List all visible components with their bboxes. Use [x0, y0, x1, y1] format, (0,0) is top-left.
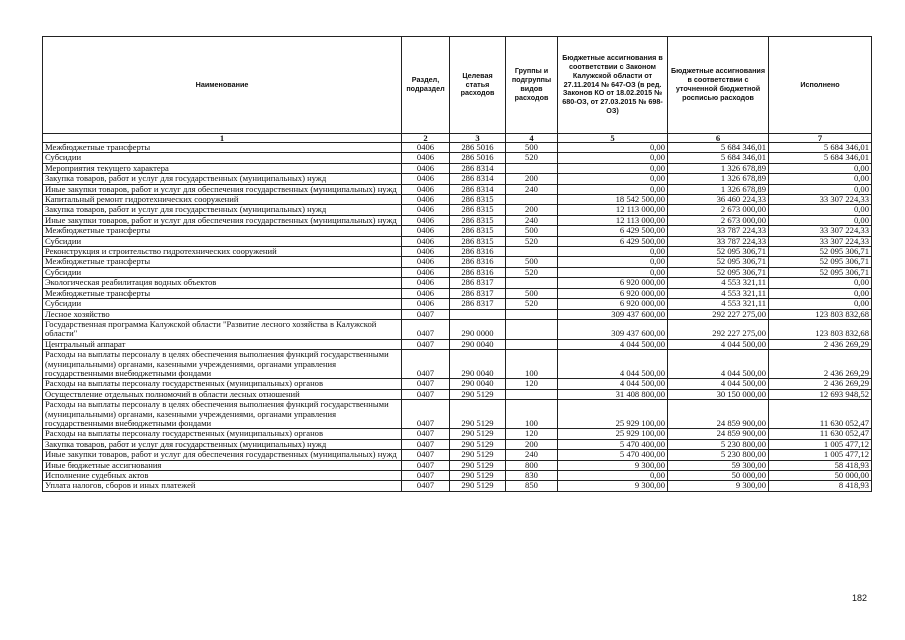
row-target-article: 290 5129 — [450, 450, 506, 460]
row-executed: 11 630 052,47 — [769, 429, 872, 439]
row-assignment-revised: 24 859 900,00 — [668, 429, 769, 439]
row-name: Межбюджетные трансферты — [43, 143, 402, 153]
row-name: Межбюджетные трансферты — [43, 257, 402, 267]
row-target-article: 290 5129 — [450, 429, 506, 439]
row-assignment-revised: 4 044 500,00 — [668, 350, 769, 379]
row-executed: 0,00 — [769, 163, 872, 173]
row-assignment-revised: 4 553 321,11 — [668, 288, 769, 298]
row-section: 0407 — [402, 400, 450, 429]
row-name: Расходы на выплаты персоналу государственных (муниципальных) органов — [43, 429, 402, 439]
row-section: 0406 — [402, 184, 450, 194]
row-assignment-law: 9 300,00 — [558, 481, 668, 491]
row-name: Субсидии — [43, 267, 402, 277]
row-expense-group — [506, 339, 558, 349]
row-executed: 0,00 — [769, 215, 872, 225]
table-row — [43, 319, 872, 339]
row-executed: 1 005 477,12 — [769, 439, 872, 449]
row-executed: 58 418,93 — [769, 460, 872, 470]
row-name: Исполнение судебных актов — [43, 471, 402, 481]
header-name: Наименование — [43, 37, 402, 134]
row-assignment-law: 4 044 500,00 — [558, 350, 668, 379]
row-section: 0406 — [402, 257, 450, 267]
row-assignment-revised: 5 684 346,01 — [668, 153, 769, 163]
table-row — [43, 247, 872, 257]
header-target-article: Целевая статья расходов — [450, 37, 506, 134]
row-assignment-law: 0,00 — [558, 163, 668, 173]
row-target-article: 286 8314 — [450, 184, 506, 194]
colnum: 2 — [402, 134, 450, 143]
row-executed: 5 684 346,01 — [769, 143, 872, 153]
row-section: 0407 — [402, 350, 450, 379]
table-row — [43, 205, 872, 215]
row-assignment-law: 309 437 600,00 — [558, 309, 668, 319]
row-assignment-revised: 52 095 306,71 — [668, 257, 769, 267]
row-target-article: 290 5129 — [450, 471, 506, 481]
row-assignment-law: 25 929 100,00 — [558, 400, 668, 429]
row-section: 0406 — [402, 267, 450, 277]
row-assignment-revised: 52 095 306,71 — [668, 247, 769, 257]
row-name: Закупка товаров, работ и услуг для государственных (муниципальных) нужд — [43, 205, 402, 215]
row-name: Расходы на выплаты персоналу в целях обеспечения выполнения функций государственными (муниципальными) органами, казенными учреждениями, органами управления государственными внебюджетными фондами — [43, 400, 402, 429]
row-assignment-law: 6 920 000,00 — [558, 278, 668, 288]
row-assignment-law: 0,00 — [558, 184, 668, 194]
row-executed: 2 436 269,29 — [769, 379, 872, 389]
row-assignment-revised: 50 000,00 — [668, 471, 769, 481]
row-name: Субсидии — [43, 153, 402, 163]
row-name: Иные закупки товаров, работ и услуг для обеспечения государственных (муниципальных) нужд — [43, 184, 402, 194]
row-expense-group: 500 — [506, 143, 558, 153]
header-section: Раздел, подраздел — [402, 37, 450, 134]
row-assignment-law: 12 113 000,00 — [558, 215, 668, 225]
row-section: 0406 — [402, 215, 450, 225]
row-expense-group: 520 — [506, 299, 558, 309]
table-row — [43, 174, 872, 184]
row-target-article: 290 0040 — [450, 339, 506, 349]
row-assignment-law: 9 300,00 — [558, 460, 668, 470]
table-row — [43, 460, 872, 470]
row-executed: 0,00 — [769, 205, 872, 215]
row-assignment-law: 4 044 500,00 — [558, 339, 668, 349]
row-target-article: 286 5016 — [450, 153, 506, 163]
table-row — [43, 450, 872, 460]
row-name: Иные закупки товаров, работ и услуг для обеспечения государственных (муниципальных) нужд — [43, 215, 402, 225]
table-row — [43, 153, 872, 163]
row-target-article: 286 8315 — [450, 215, 506, 225]
table-row — [43, 471, 872, 481]
row-expense-group: 100 — [506, 400, 558, 429]
row-target-article: 290 5129 — [450, 400, 506, 429]
row-name: Государственная программа Калужской области "Развитие лесного хозяйства в Калужской области" — [43, 319, 402, 339]
row-section: 0406 — [402, 174, 450, 184]
table-row — [43, 288, 872, 298]
row-assignment-revised: 33 787 224,33 — [668, 226, 769, 236]
row-executed: 52 095 306,71 — [769, 247, 872, 257]
row-name: Расходы на выплаты персоналу в целях обеспечения выполнения функций государственными (муниципальными) органами, казенными учреждениями, органами управления государственными внебюджетными фондами — [43, 350, 402, 379]
row-expense-group — [506, 195, 558, 205]
row-section: 0407 — [402, 439, 450, 449]
row-assignment-revised: 30 150 000,00 — [668, 389, 769, 399]
row-target-article: 286 8317 — [450, 299, 506, 309]
row-section: 0406 — [402, 299, 450, 309]
row-assignment-revised: 2 673 000,00 — [668, 205, 769, 215]
page-number: 182 — [852, 593, 868, 603]
row-section: 0406 — [402, 288, 450, 298]
row-assignment-revised: 36 460 224,33 — [668, 195, 769, 205]
row-assignment-revised: 5 230 800,00 — [668, 439, 769, 449]
row-executed: 0,00 — [769, 184, 872, 194]
row-executed: 1 005 477,12 — [769, 450, 872, 460]
row-expense-group: 200 — [506, 174, 558, 184]
row-assignment-law: 309 437 600,00 — [558, 319, 668, 339]
colnum: 3 — [450, 134, 506, 143]
row-section: 0407 — [402, 309, 450, 319]
row-section: 0407 — [402, 339, 450, 349]
row-section: 0407 — [402, 471, 450, 481]
row-assignment-revised: 2 673 000,00 — [668, 215, 769, 225]
row-assignment-revised: 5 684 346,01 — [668, 143, 769, 153]
header-expense-group: Группы и подгруппы видов расходов — [506, 37, 558, 134]
row-name: Иные бюджетные ассигнования — [43, 460, 402, 470]
row-executed: 33 307 224,33 — [769, 195, 872, 205]
row-target-article: 286 8315 — [450, 236, 506, 246]
row-target-article: 290 5129 — [450, 389, 506, 399]
row-name: Мероприятия текущего характера — [43, 163, 402, 173]
table-header-row — [43, 37, 872, 134]
row-target-article: 286 8314 — [450, 163, 506, 173]
row-section: 0406 — [402, 236, 450, 246]
row-assignment-revised: 59 300,00 — [668, 460, 769, 470]
row-name: Субсидии — [43, 236, 402, 246]
row-target-article: 286 8317 — [450, 288, 506, 298]
row-expense-group: 200 — [506, 439, 558, 449]
table-row — [43, 439, 872, 449]
row-executed: 8 418,93 — [769, 481, 872, 491]
row-target-article: 290 0040 — [450, 379, 506, 389]
row-target-article: 290 0040 — [450, 350, 506, 379]
row-assignment-revised: 4 553 321,11 — [668, 278, 769, 288]
row-expense-group: 520 — [506, 236, 558, 246]
row-name: Центральный аппарат — [43, 339, 402, 349]
row-assignment-law: 6 429 500,00 — [558, 226, 668, 236]
row-executed: 50 000,00 — [769, 471, 872, 481]
row-assignment-revised: 33 787 224,33 — [668, 236, 769, 246]
row-expense-group — [506, 309, 558, 319]
row-name: Осуществление отдельных полномочий в области лесных отношений — [43, 389, 402, 399]
row-assignment-revised: 24 859 900,00 — [668, 400, 769, 429]
row-executed: 123 803 832,68 — [769, 309, 872, 319]
row-assignment-revised: 1 326 678,89 — [668, 163, 769, 173]
row-assignment-revised: 5 230 800,00 — [668, 450, 769, 460]
row-name: Экологическая реабилитация водных объектов — [43, 278, 402, 288]
row-target-article: 286 8316 — [450, 247, 506, 257]
row-expense-group: 500 — [506, 257, 558, 267]
row-section: 0406 — [402, 153, 450, 163]
table-row — [43, 267, 872, 277]
table-row — [43, 278, 872, 288]
row-expense-group: 240 — [506, 215, 558, 225]
row-name: Капитальный ремонт гидротехнических сооружений — [43, 195, 402, 205]
row-assignment-law: 0,00 — [558, 143, 668, 153]
row-assignment-law: 18 542 500,00 — [558, 195, 668, 205]
row-name: Лесное хозяйство — [43, 309, 402, 319]
row-expense-group — [506, 278, 558, 288]
row-assignment-revised: 1 326 678,89 — [668, 184, 769, 194]
row-section: 0406 — [402, 205, 450, 215]
row-name: Иные закупки товаров, работ и услуг для обеспечения государственных (муниципальных) нужд — [43, 450, 402, 460]
row-expense-group: 120 — [506, 379, 558, 389]
row-assignment-law: 12 113 000,00 — [558, 205, 668, 215]
row-assignment-law: 0,00 — [558, 174, 668, 184]
row-section: 0407 — [402, 389, 450, 399]
row-target-article: 286 5016 — [450, 143, 506, 153]
row-assignment-law: 0,00 — [558, 267, 668, 277]
colnum: 4 — [506, 134, 558, 143]
table-row — [43, 257, 872, 267]
table-row — [43, 350, 872, 379]
row-name: Расходы на выплаты персоналу государственных (муниципальных) органов — [43, 379, 402, 389]
row-section: 0406 — [402, 226, 450, 236]
row-target-article: 286 8315 — [450, 205, 506, 215]
table-row — [43, 299, 872, 309]
row-executed: 2 436 269,29 — [769, 339, 872, 349]
row-section: 0407 — [402, 319, 450, 339]
row-target-article: 290 5129 — [450, 481, 506, 491]
row-expense-group: 120 — [506, 429, 558, 439]
row-section: 0406 — [402, 247, 450, 257]
table-row — [43, 481, 872, 491]
table-row — [43, 236, 872, 246]
row-executed: 33 307 224,33 — [769, 236, 872, 246]
table-row — [43, 339, 872, 349]
row-assignment-law: 5 470 400,00 — [558, 450, 668, 460]
row-target-article: 286 8316 — [450, 257, 506, 267]
row-executed: 33 307 224,33 — [769, 226, 872, 236]
row-section: 0406 — [402, 195, 450, 205]
row-name: Закупка товаров, работ и услуг для государственных (муниципальных) нужд — [43, 174, 402, 184]
row-executed: 52 095 306,71 — [769, 257, 872, 267]
row-target-article: 286 8315 — [450, 226, 506, 236]
row-executed: 52 095 306,71 — [769, 267, 872, 277]
row-section: 0407 — [402, 429, 450, 439]
row-target-article: 290 5129 — [450, 460, 506, 470]
colnum: 1 — [43, 134, 402, 143]
row-target-article: 286 8314 — [450, 174, 506, 184]
table-row — [43, 379, 872, 389]
header-assignments-revised: Бюджетные ассигнования в соответствии с уточненной бюджетной росписью расходов — [668, 37, 769, 134]
row-assignment-revised: 9 300,00 — [668, 481, 769, 491]
row-assignment-law: 25 929 100,00 — [558, 429, 668, 439]
row-section: 0406 — [402, 143, 450, 153]
table-row — [43, 389, 872, 399]
row-executed: 11 630 052,47 — [769, 400, 872, 429]
row-assignment-law: 5 470 400,00 — [558, 439, 668, 449]
row-executed: 123 803 832,68 — [769, 319, 872, 339]
row-name: Уплата налогов, сборов и иных платежей — [43, 481, 402, 491]
table-body — [43, 134, 872, 492]
row-assignment-law: 6 920 000,00 — [558, 288, 668, 298]
row-target-article — [450, 309, 506, 319]
row-assignment-law: 0,00 — [558, 153, 668, 163]
table-row — [43, 163, 872, 173]
table-row — [43, 400, 872, 429]
table-row — [43, 429, 872, 439]
row-executed: 0,00 — [769, 299, 872, 309]
row-name: Межбюджетные трансферты — [43, 226, 402, 236]
row-assignment-law: 0,00 — [558, 247, 668, 257]
header-executed: Исполнено — [769, 37, 872, 134]
row-expense-group: 500 — [506, 288, 558, 298]
row-target-article: 290 5129 — [450, 439, 506, 449]
row-assignment-law: 6 429 500,00 — [558, 236, 668, 246]
row-assignment-revised: 52 095 306,71 — [668, 267, 769, 277]
row-assignment-revised: 4 044 500,00 — [668, 379, 769, 389]
table-row — [43, 184, 872, 194]
row-expense-group: 800 — [506, 460, 558, 470]
row-assignment-law: 31 408 800,00 — [558, 389, 668, 399]
row-assignment-revised: 292 227 275,00 — [668, 319, 769, 339]
row-section: 0407 — [402, 379, 450, 389]
row-expense-group — [506, 319, 558, 339]
row-name: Субсидии — [43, 299, 402, 309]
row-assignment-law: 6 920 000,00 — [558, 299, 668, 309]
row-expense-group: 520 — [506, 267, 558, 277]
colnum: 6 — [668, 134, 769, 143]
table-row — [43, 215, 872, 225]
table-row — [43, 309, 872, 319]
row-section: 0406 — [402, 278, 450, 288]
row-executed: 0,00 — [769, 174, 872, 184]
row-name: Реконструкция и строительство гидротехнических сооружений — [43, 247, 402, 257]
row-assignment-law: 0,00 — [558, 471, 668, 481]
budget-table — [42, 36, 872, 492]
row-assignment-law: 4 044 500,00 — [558, 379, 668, 389]
row-executed: 2 436 269,29 — [769, 350, 872, 379]
row-executed: 12 693 948,52 — [769, 389, 872, 399]
row-assignment-revised: 292 227 275,00 — [668, 309, 769, 319]
row-expense-group: 240 — [506, 450, 558, 460]
table-row — [43, 143, 872, 153]
row-section: 0407 — [402, 450, 450, 460]
colnum: 7 — [769, 134, 872, 143]
row-expense-group — [506, 247, 558, 257]
row-expense-group — [506, 389, 558, 399]
row-expense-group: 830 — [506, 471, 558, 481]
row-expense-group: 520 — [506, 153, 558, 163]
row-expense-group: 240 — [506, 184, 558, 194]
table-row — [43, 195, 872, 205]
row-expense-group: 200 — [506, 205, 558, 215]
row-target-article: 286 8315 — [450, 195, 506, 205]
row-executed: 5 684 346,01 — [769, 153, 872, 163]
row-section: 0407 — [402, 481, 450, 491]
row-executed: 0,00 — [769, 288, 872, 298]
row-assignment-revised: 1 326 678,89 — [668, 174, 769, 184]
row-expense-group — [506, 163, 558, 173]
row-expense-group: 850 — [506, 481, 558, 491]
table-row — [43, 226, 872, 236]
row-name: Закупка товаров, работ и услуг для государственных (муниципальных) нужд — [43, 439, 402, 449]
row-target-article: 286 8316 — [450, 267, 506, 277]
row-expense-group: 100 — [506, 350, 558, 379]
row-section: 0407 — [402, 460, 450, 470]
row-assignment-law: 0,00 — [558, 257, 668, 267]
row-assignment-revised: 4 553 321,11 — [668, 299, 769, 309]
row-name: Межбюджетные трансферты — [43, 288, 402, 298]
row-target-article: 290 0000 — [450, 319, 506, 339]
row-expense-group: 500 — [506, 226, 558, 236]
row-target-article: 286 8317 — [450, 278, 506, 288]
row-assignment-revised: 4 044 500,00 — [668, 339, 769, 349]
colnum: 5 — [558, 134, 668, 143]
header-assignments-law: Бюджетные ассигнования в соответствии с Законом Калужской области от 27.11.2014 № 647-ОЗ (в ред. Законов КО от 18.02.2015 № 680-ОЗ, от 27.03.2015 № 698-ОЗ) — [558, 37, 668, 134]
row-executed: 0,00 — [769, 278, 872, 288]
row-section: 0406 — [402, 163, 450, 173]
column-numbers-row — [43, 134, 872, 143]
